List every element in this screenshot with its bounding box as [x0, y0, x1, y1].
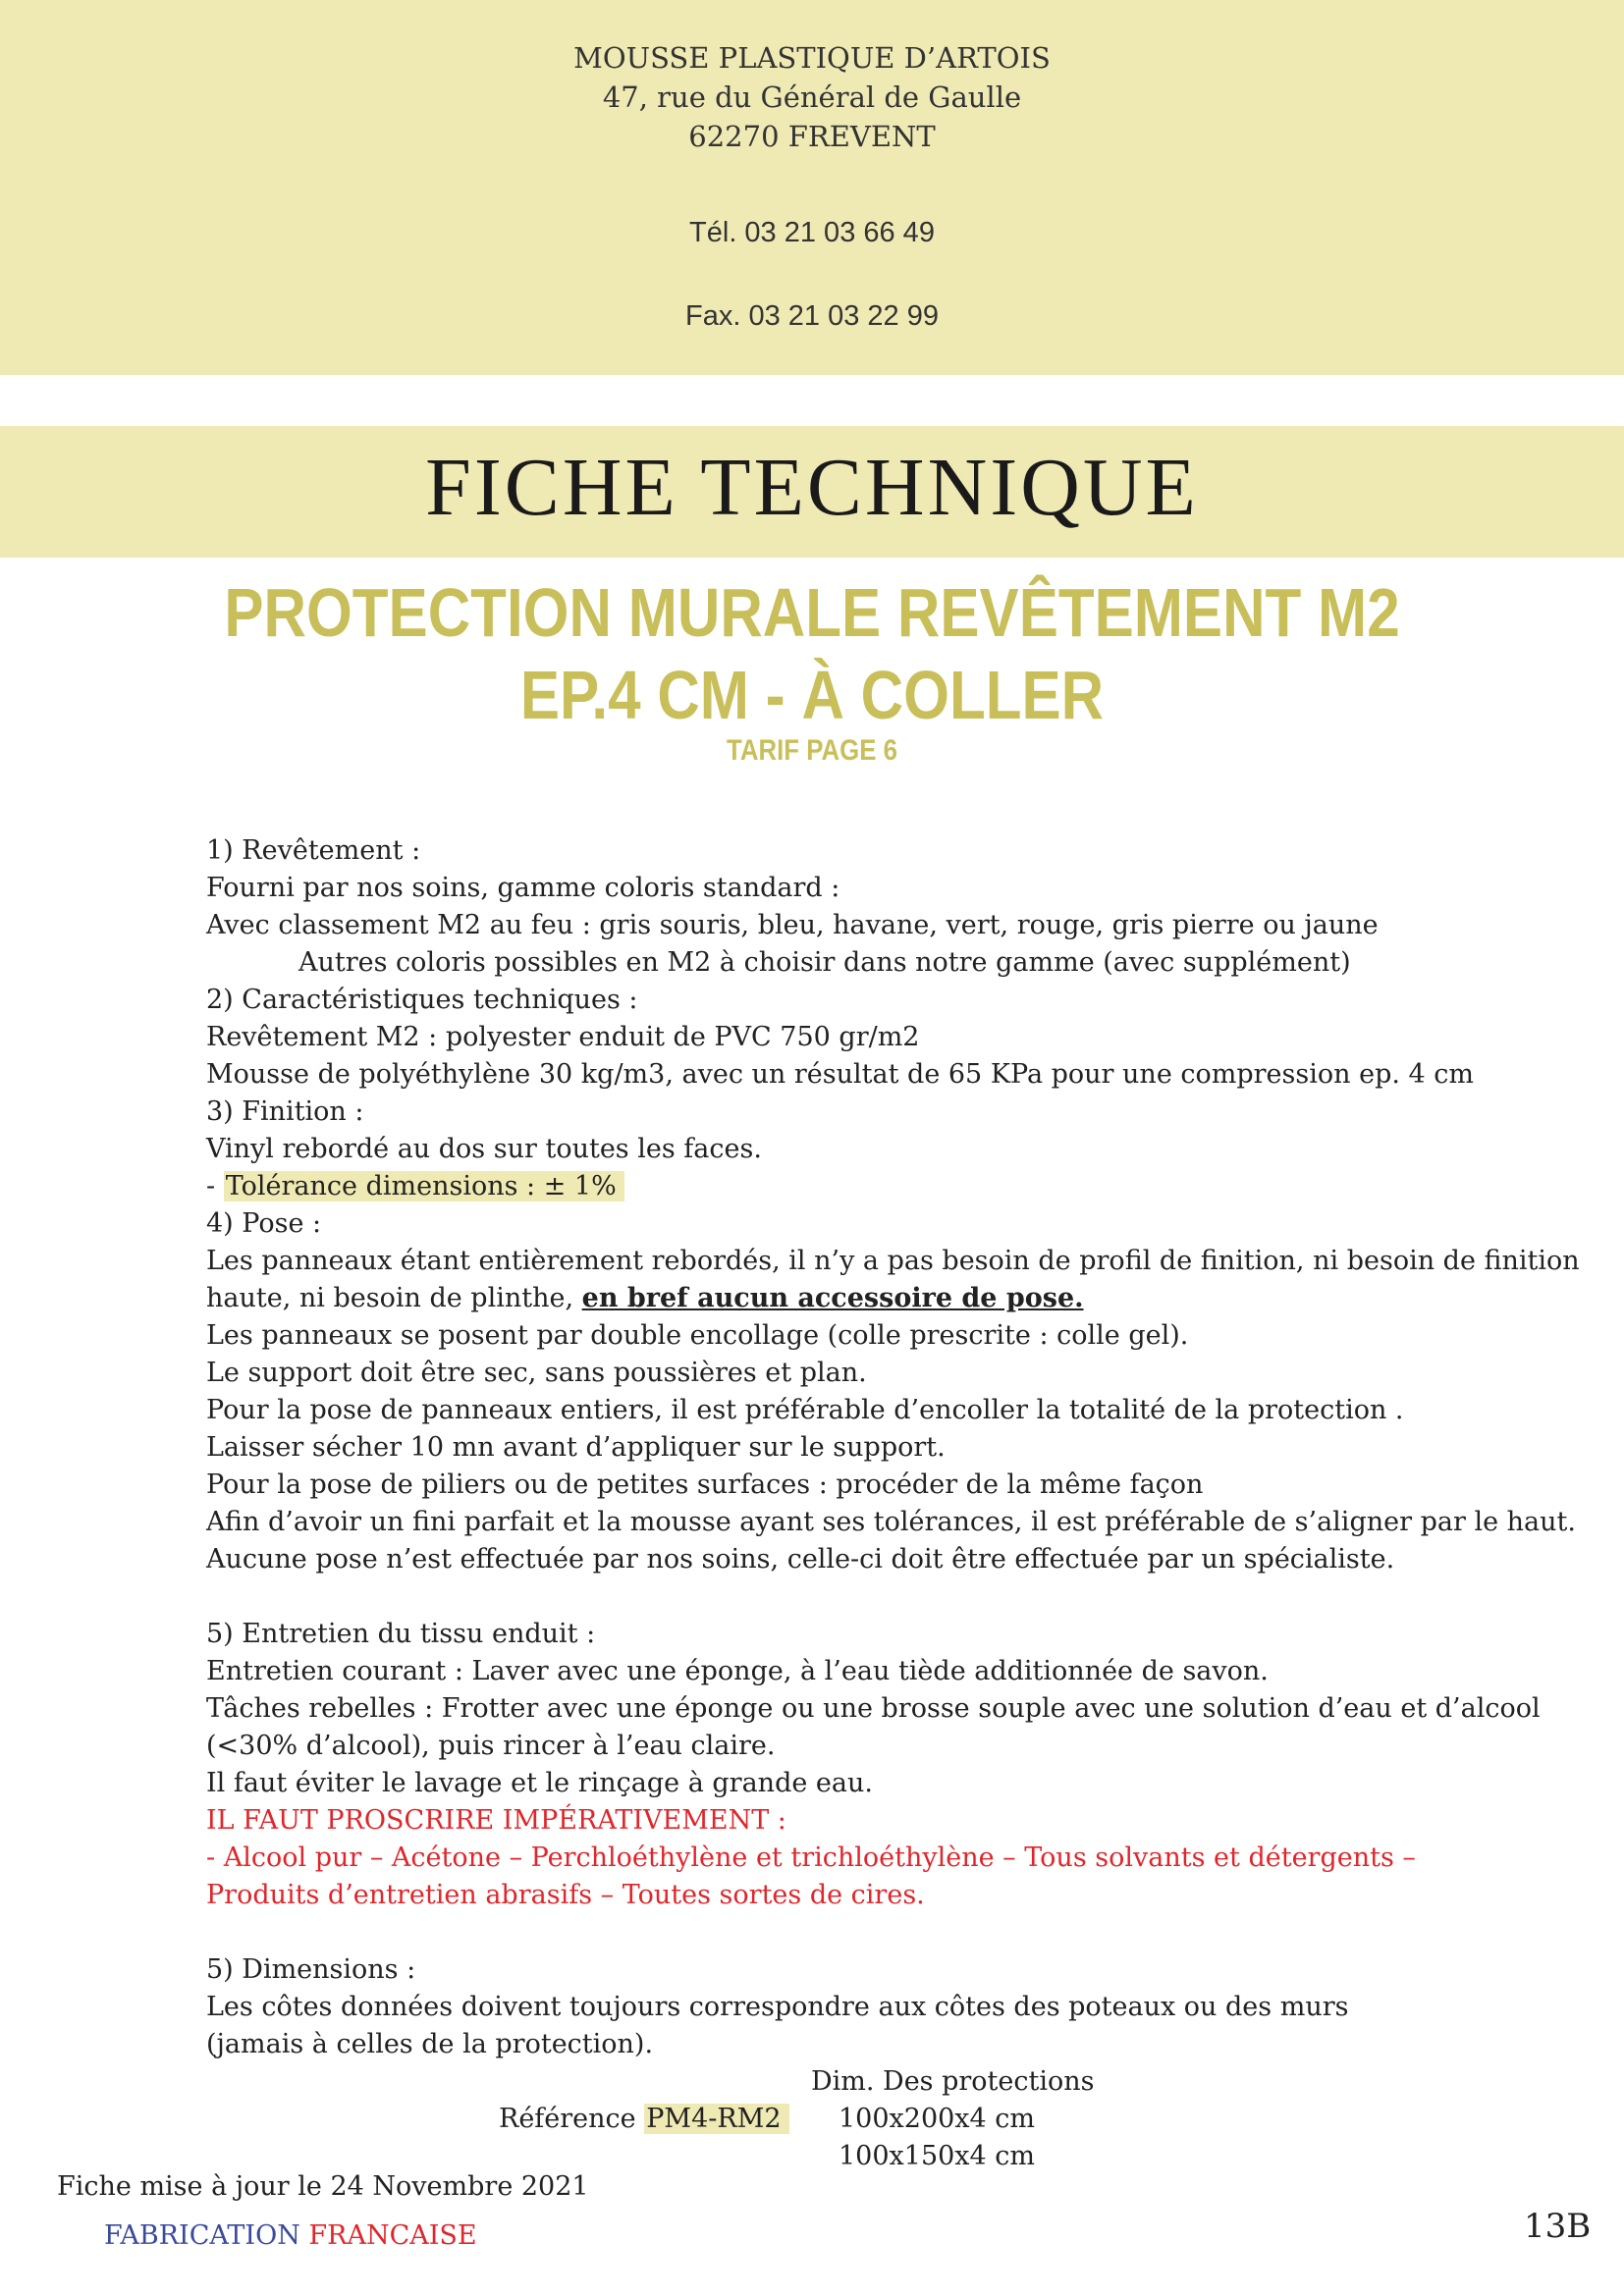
fabrication-label — [104, 2220, 477, 2251]
company-phone: Tél. 03 21 03 66 49 — [689, 217, 935, 248]
reference-value: PM4-RM2 — [644, 2104, 788, 2134]
warning-line: Produits d’entretien abrasifs – Toutes sortes de cires. — [206, 1880, 925, 1910]
product-subtitle: EP.4 CM - À COLLER — [519, 657, 1105, 733]
body-line: Il faut éviter le lavage et le rinçage à grande eau. — [206, 1768, 873, 1798]
body-line: Revêtement M2 : polyester enduit de PVC 750 gr/m2 — [206, 1022, 920, 1052]
tolerance-dash: - — [206, 1171, 224, 1201]
section-pose-heading: 4) Pose : — [206, 1208, 322, 1239]
dimension-size: 100x150x4 cm — [839, 2141, 1036, 2171]
reference-label: Référence — [499, 2104, 645, 2134]
body-line: Les panneaux étant entièrement rebordés, il n’y a pas besoin de profil de finition, ni besoin de finition — [206, 1246, 1580, 1276]
body-line: Les panneaux se posent par double encollage (colle prescrite : colle gel). — [206, 1320, 1189, 1351]
section-dimensions-heading: 5) Dimensions : — [206, 1954, 416, 1985]
body-line: Afin d’avoir un fini parfait et la mousse ayant ses tolérances, il est préférable de s’aligner par le haut. — [206, 1507, 1576, 1537]
fabrication-word: FABRICATION — [104, 2220, 309, 2251]
body-line: Vinyl rebordé au dos sur toutes les faces. — [206, 1134, 762, 1164]
body-line: Avec classement M2 au feu : gris souris, bleu, havane, vert, rouge, gris pierre ou jaune — [206, 910, 1379, 940]
company-street: 47, rue du Général de Gaulle — [602, 80, 1022, 114]
emphasis-no-accessory: en bref aucun accessoire de pose. — [581, 1283, 1084, 1313]
body-line: Tâches rebelles : Frotter avec une éponge ou une brosse souple avec une solution d’eau et d’alcool — [206, 1693, 1541, 1724]
body-line: Fourni par nos soins, gamme coloris standard : — [206, 873, 840, 903]
section-entretien-heading: 5) Entretien du tissu enduit : — [206, 1619, 596, 1649]
body-line: (jamais à celles de la protection). — [206, 2029, 654, 2059]
body-line: Les côtes données doivent toujours correspondre aux côtes des poteaux ou des murs — [206, 1992, 1349, 2022]
tolerance-highlight: Tolérance dimensions : ± 1% — [224, 1171, 624, 1201]
body-line: Entretien courant : Laver avec une éponge, à l’eau tiède additionnée de savon. — [206, 1656, 1269, 1686]
dimensions-heading: Dim. Des protections — [811, 2066, 1095, 2097]
body-text: haute, ni besoin de plinthe, — [206, 1283, 582, 1313]
product-title: PROTECTION MURALE REVÊTEMENT M2 — [224, 574, 1400, 651]
body-line: Aucune pose n’est effectuée par nos soins, celle-ci doit être effectuée par un spécialiste. — [206, 1544, 1395, 1575]
body-line: Mousse de polyéthylène 30 kg/m3, avec un résultat de 65 KPa pour une compression ep. 4 cm — [206, 1059, 1475, 1090]
section-revetement-heading: 1) Revêtement : — [206, 835, 421, 866]
warning-line: - Alcool pur – Acétone – Perchloéthylène et trichloéthylène – Tous solvants et détergents – — [206, 1842, 1416, 1873]
dimension-size: 100x200x4 cm — [839, 2104, 1036, 2134]
reference-line — [499, 2103, 789, 2136]
francaise-word: FRANCAISE — [308, 2220, 477, 2251]
warning-heading: IL FAUT PROSCRIRE IMPÉRATIVEMENT : — [206, 1805, 786, 1836]
body-line: Pour la pose de piliers ou de petites surfaces : procéder de la même façon — [206, 1469, 1204, 1500]
company-fax: Fax. 03 21 03 22 99 — [685, 300, 939, 332]
page-number: 13B — [1524, 2207, 1592, 2246]
section-finition-heading: 3) Finition : — [206, 1096, 364, 1127]
page-title: FICHE TECHNIQUE — [425, 442, 1199, 533]
tolerance-line — [206, 1170, 624, 1203]
body-line: Autres coloris possibles en M2 à choisir dans notre gamme (avec supplément) — [298, 947, 1351, 978]
body-line: Le support doit être sec, sans poussières et plan. — [206, 1358, 867, 1388]
company-city: 62270 FREVENT — [688, 120, 936, 153]
section-caracteristiques-heading: 2) Caractéristiques techniques : — [206, 985, 638, 1015]
body-line: Pour la pose de panneaux entiers, il est préférable d’encoller la totalité de la protection . — [206, 1395, 1404, 1425]
update-date: Fiche mise à jour le 24 Novembre 2021 — [57, 2171, 589, 2202]
company-name: MOUSSE PLASTIQUE D’ARTOIS — [573, 41, 1051, 75]
tarif-note: TARIF PAGE 6 — [727, 734, 897, 767]
body-line — [206, 1282, 1084, 1315]
body-line: Laisser sécher 10 mn avant d’appliquer sur le support. — [206, 1432, 946, 1463]
body-line: (<30% d’alcool), puis rincer à l’eau claire. — [206, 1731, 776, 1761]
